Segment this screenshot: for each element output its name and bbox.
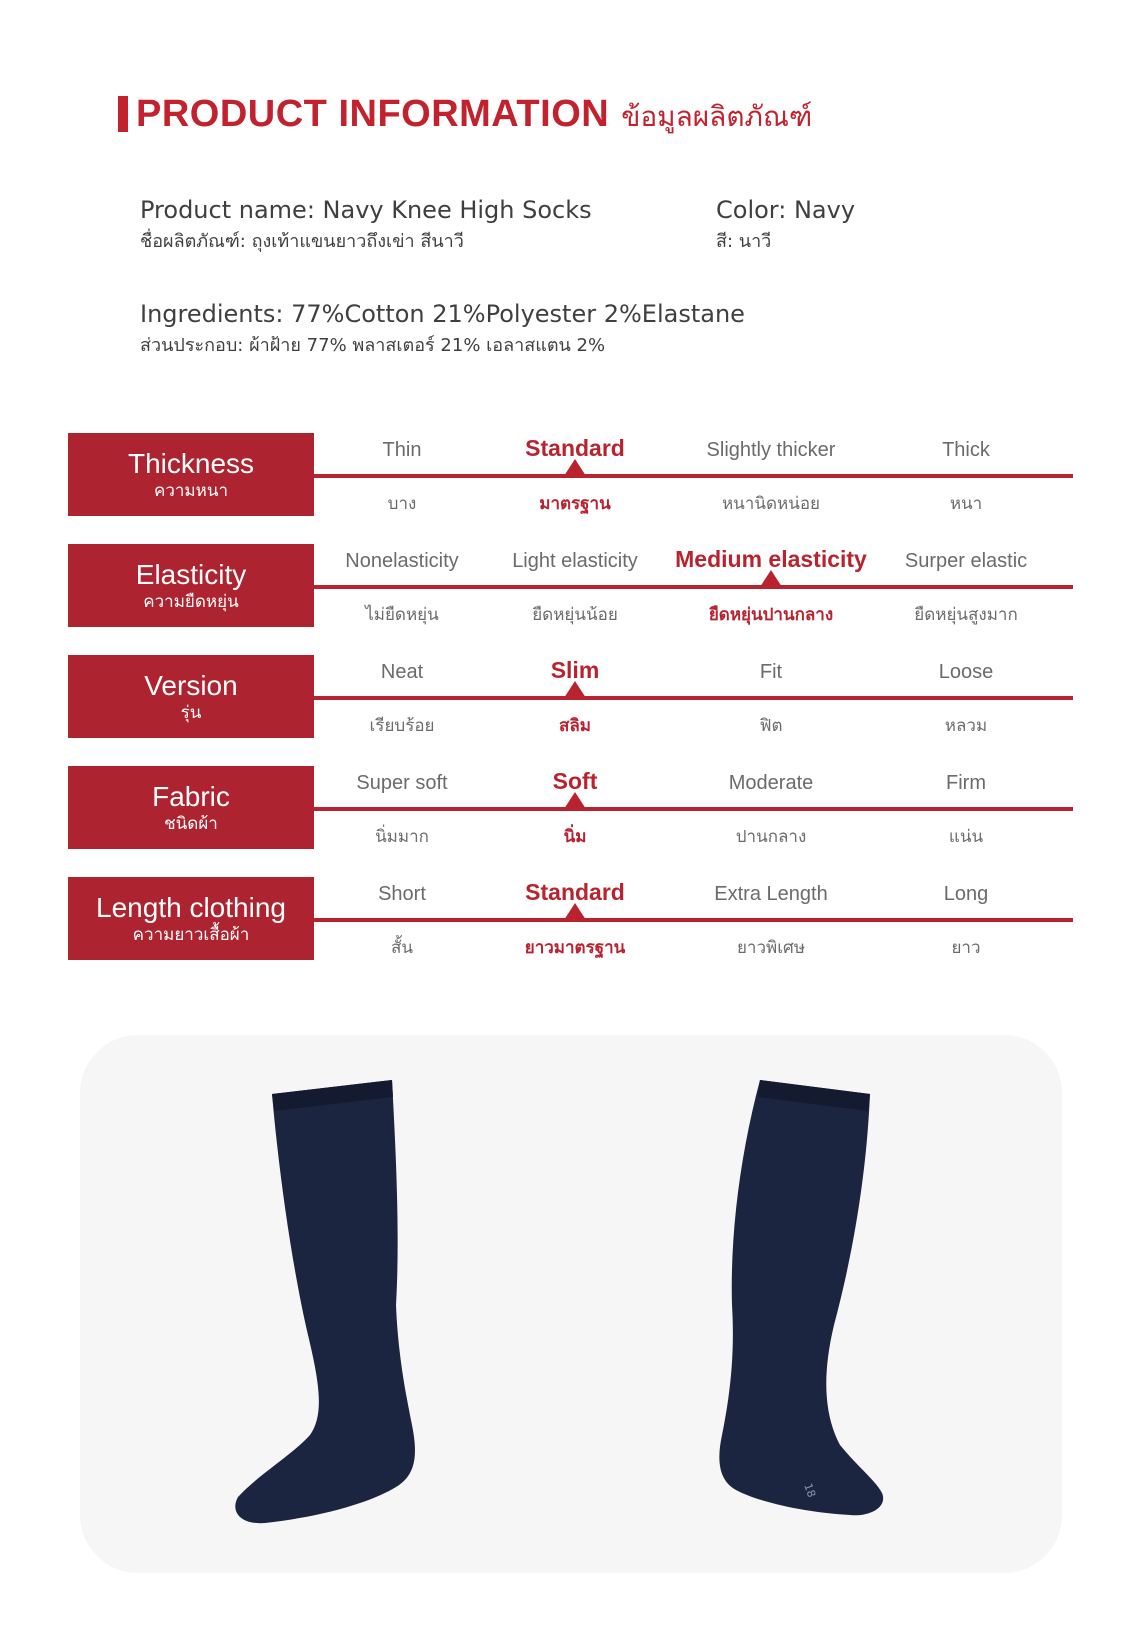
attribute-scales [68, 433, 1073, 988]
scale-option [866, 544, 1066, 627]
scale-option [866, 655, 1066, 738]
option-label-th: นิ่ม [563, 827, 587, 846]
attribute-label [68, 877, 314, 960]
attribute-label-en: Thickness [127, 447, 255, 479]
scale-option [302, 544, 502, 627]
scale-option [475, 544, 675, 627]
attribute-row [68, 877, 1073, 960]
option-label-en: Moderate [728, 772, 814, 794]
scale-option [866, 766, 1066, 849]
attribute-label [68, 766, 314, 849]
attribute-label [68, 655, 314, 738]
attribute-label-th: ความหนา [153, 480, 229, 500]
option-label-th: สลิม [559, 716, 591, 735]
selected-option [475, 766, 675, 849]
option-label-th: ยาวพิเศษ [736, 938, 806, 957]
selected-option [671, 544, 871, 627]
socks-illustration [80, 1035, 1062, 1573]
scale-option [671, 877, 871, 960]
option-label-th: เรียบร้อย [369, 716, 435, 735]
option-label-en: Thick [942, 439, 990, 461]
option-label-th: แน่น [948, 827, 984, 846]
product-name-block [140, 196, 592, 255]
attribute-row [68, 655, 1073, 738]
option-label-th: หนานิดหน่อย [721, 494, 821, 513]
ingredients-block [140, 300, 745, 359]
attribute-label-th: ชนิดผ้า [164, 813, 218, 833]
option-label-en: Firm [946, 772, 986, 794]
attribute-row [68, 433, 1073, 516]
attribute-label-en: Length clothing [96, 891, 286, 923]
attribute-label-th: ความยาวเสื้อผ้า [132, 924, 250, 944]
attribute-label-th: รุ่น [180, 702, 202, 722]
product-name: Product name: Navy Knee High Socks [140, 196, 592, 224]
scale-option [302, 877, 502, 960]
option-label-en: Standard [525, 879, 625, 905]
option-label-th: หลวม [944, 716, 988, 735]
option-label-en: Thin [382, 439, 422, 461]
header-accent-bar [118, 96, 128, 132]
option-label-en: Neat [380, 661, 424, 683]
attribute-scale [314, 877, 1073, 960]
attribute-row [68, 544, 1073, 627]
scale-option [671, 433, 871, 516]
selected-marker-icon [564, 459, 586, 476]
scale-option [302, 766, 502, 849]
option-label-en: Surper elastic [904, 550, 1028, 572]
ingredients-thai: ส่วนประกอบ: ผ้าฝ้าย 77% พลาสเตอร์ 21% เอลาสแตน 2% [140, 335, 606, 356]
page-header [118, 92, 812, 136]
option-label-en: Soft [552, 768, 598, 794]
attribute-label-en: Elasticity [135, 558, 247, 590]
option-label-th: ยืดหยุ่นปานกลาง [708, 605, 834, 624]
product-color-thai: สี: นาวี [716, 231, 772, 252]
option-label-th: ไม่ยืดหยุ่น [365, 605, 439, 624]
option-label-th: มาตรฐาน [539, 494, 611, 513]
option-label-en: Short [378, 883, 426, 905]
option-label-en: Nonelasticity [345, 550, 459, 572]
selected-marker-icon [564, 903, 586, 920]
option-label-en: Standard [525, 435, 625, 461]
option-label-en: Loose [938, 661, 994, 683]
scale-option [302, 433, 502, 516]
attribute-scale [314, 655, 1073, 738]
scale-option [671, 655, 871, 738]
option-label-th: บาง [387, 494, 417, 513]
product-color: Color: Navy [716, 196, 856, 224]
selected-option [475, 655, 675, 738]
product-name-thai: ชื่อผลิตภัณฑ์: ถุงเท้าแขนยาวถึงเข่า สีนาวี [140, 231, 464, 252]
option-label-en: Slim [550, 657, 600, 683]
selected-option [475, 433, 675, 516]
attribute-label-en: Fabric [152, 780, 230, 812]
scale-option [671, 766, 871, 849]
option-label-en: Extra Length [714, 883, 828, 905]
option-label-en: Medium elasticity [675, 546, 867, 572]
attribute-scale [314, 766, 1073, 849]
selected-marker-icon [564, 792, 586, 809]
color-block [716, 196, 855, 255]
attribute-label-en: Version [144, 669, 238, 701]
selected-option [475, 877, 675, 960]
option-label-en: Super soft [356, 772, 448, 794]
page-title: PRODUCT INFORMATION [136, 92, 610, 135]
option-label-en: Long [943, 883, 989, 905]
option-label-th: ปานกลาง [735, 827, 807, 846]
page-title-thai: ข้อมูลผลิตภัณฑ์ [621, 101, 813, 132]
right-sock-icon [719, 1080, 883, 1515]
attribute-row [68, 766, 1073, 849]
attribute-scale [314, 433, 1073, 516]
selected-marker-icon [564, 681, 586, 698]
left-sock-icon [235, 1080, 415, 1523]
attribute-label [68, 544, 314, 627]
scale-option [866, 433, 1066, 516]
size-mark: 18 [801, 1481, 819, 1500]
attribute-label [68, 433, 314, 516]
option-label-th: สั้น [391, 938, 413, 957]
option-label-th: ฟิต [759, 716, 783, 735]
attribute-scale [314, 544, 1073, 627]
ingredients: Ingredients: 77%Cotton 21%Polyester 2%Elastane [140, 300, 745, 328]
option-label-th: ยืดหยุ่นสูงมาก [914, 605, 1018, 624]
option-label-th: นิ่มมาก [375, 827, 429, 846]
scale-option [302, 655, 502, 738]
option-label-th: หนา [949, 494, 983, 513]
option-label-th: ยาวมาตรฐาน [524, 938, 626, 957]
option-label-en: Slightly thicker [706, 439, 836, 461]
product-photo [80, 1035, 1062, 1573]
scale-option [866, 877, 1066, 960]
selected-marker-icon [760, 570, 782, 587]
option-label-th: ยาว [951, 938, 981, 957]
option-label-en: Fit [759, 661, 783, 683]
option-label-th: ยืดหยุ่นน้อย [532, 605, 618, 624]
attribute-label-th: ความยืดหยุ่น [143, 591, 239, 611]
option-label-en: Light elasticity [512, 550, 638, 572]
